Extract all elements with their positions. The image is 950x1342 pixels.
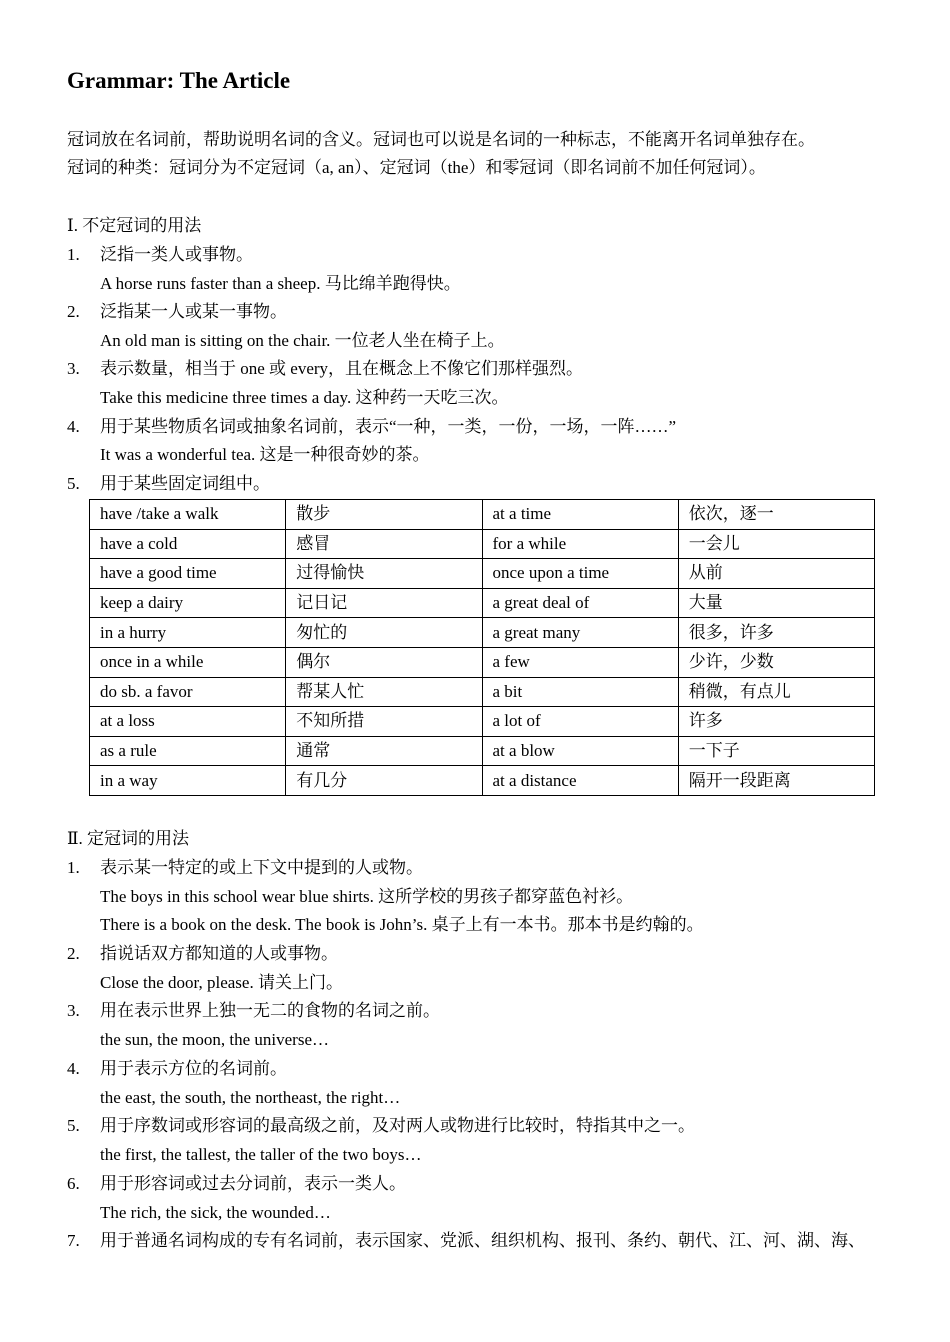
item-number: 1.	[67, 858, 80, 877]
section-2-item-6	[67, 1172, 406, 1196]
table-cell: a bit	[482, 677, 678, 707]
table-cell: 匆忙的	[286, 618, 482, 648]
table-cell: 偶尔	[286, 647, 482, 677]
section-2-item-2	[67, 942, 338, 966]
table-cell: at a distance	[482, 766, 678, 796]
item-number: 3.	[67, 359, 80, 378]
table-cell: 散步	[286, 500, 482, 530]
section-2-item-2-example: Close the door, please. 请关上门。	[100, 973, 343, 992]
section-2-item-4	[67, 1057, 287, 1081]
table-cell: do sb. a favor	[90, 677, 286, 707]
section-1-item-3	[67, 357, 583, 381]
item-number: 7.	[67, 1231, 80, 1250]
table-row	[90, 736, 875, 766]
table-cell: 少许，少数	[678, 647, 874, 677]
table-cell: at a loss	[90, 707, 286, 737]
item-number: 3.	[67, 1001, 80, 1020]
table-row	[90, 588, 875, 618]
table-cell: 通常	[286, 736, 482, 766]
table-cell: 帮某人忙	[286, 677, 482, 707]
table-cell: as a rule	[90, 736, 286, 766]
table-cell: a great deal of	[482, 588, 678, 618]
intro-paragraph-1: 冠词放在名词前，帮助说明名词的含义。冠词也可以说是名词的一种标志，不能离开名词单独存在。	[67, 130, 815, 149]
table-cell: 依次，逐一	[678, 500, 874, 530]
table-cell: 感冒	[286, 529, 482, 559]
section-1-item-1-example: A horse runs faster than a sheep. 马比绵羊跑得快。	[100, 274, 461, 293]
section-1-item-4-example: It was a wonderful tea. 这是一种很奇妙的茶。	[100, 445, 430, 464]
section-2-item-3	[67, 999, 440, 1023]
table-row	[90, 647, 875, 677]
section-2-item-1-example-1: The boys in this school wear blue shirts. 这所学校的男孩子都穿蓝色衬衫。	[100, 887, 634, 906]
table-cell: keep a dairy	[90, 588, 286, 618]
table-cell: 不知所措	[286, 707, 482, 737]
table-cell: 一下子	[678, 736, 874, 766]
table-cell: 许多	[678, 707, 874, 737]
table-cell: 过得愉快	[286, 559, 482, 589]
table-row	[90, 707, 875, 737]
table-cell: in a way	[90, 766, 286, 796]
table-row	[90, 500, 875, 530]
table-cell: at a time	[482, 500, 678, 530]
table-row	[90, 618, 875, 648]
table-cell: 大量	[678, 588, 874, 618]
intro-paragraph-2: 冠词的种类：冠词分为不定冠词（a, an）、定冠词（the）和零冠词（即名词前不加任何冠词）。	[67, 158, 766, 177]
item-text: 用于形容词或过去分词前，表示一类人。	[100, 1174, 406, 1193]
section-2-item-4-example: the east, the south, the northeast, the right…	[100, 1088, 401, 1107]
section-2-item-6-example: The rich, the sick, the wounded…	[100, 1203, 331, 1222]
table-cell: 有几分	[286, 766, 482, 796]
table-cell: for a while	[482, 529, 678, 559]
item-number: 1.	[67, 245, 80, 264]
table-cell: a few	[482, 647, 678, 677]
item-text: 泛指某一人或某一事物。	[100, 302, 287, 321]
item-text: 泛指一类人或事物。	[100, 245, 253, 264]
table-row	[90, 559, 875, 589]
table-cell: a lot of	[482, 707, 678, 737]
table-cell: 从前	[678, 559, 874, 589]
table-cell: 很多，许多	[678, 618, 874, 648]
item-number: 5.	[67, 474, 80, 493]
section-2-item-7	[67, 1229, 865, 1253]
table-cell: 稍微，有点儿	[678, 677, 874, 707]
table-cell: at a blow	[482, 736, 678, 766]
item-number: 4.	[67, 1059, 80, 1078]
section-1-heading: Ⅰ. 不定冠词的用法	[67, 216, 202, 235]
item-text: 表示数量，相当于 one 或 every，且在概念上不像它们那样强烈。	[100, 359, 584, 378]
table-cell: 记日记	[286, 588, 482, 618]
item-number: 4.	[67, 417, 80, 436]
item-number: 2.	[67, 944, 80, 963]
table-cell: have a cold	[90, 529, 286, 559]
item-number: 5.	[67, 1116, 80, 1135]
item-text: 用于普通名词构成的专有名词前，表示国家、党派、组织机构、报刊、条约、朝代、江、河、湖、海、	[100, 1231, 865, 1250]
table-cell: in a hurry	[90, 618, 286, 648]
section-2-item-1-example-2: There is a book on the desk. The book is John’s. 桌子上有一本书。那本书是约翰的。	[100, 915, 704, 934]
item-number: 6.	[67, 1174, 80, 1193]
fixed-phrases-table	[89, 499, 875, 796]
table-row	[90, 529, 875, 559]
table-cell: have a good time	[90, 559, 286, 589]
table-cell: once in a while	[90, 647, 286, 677]
section-2-item-5	[67, 1114, 695, 1138]
section-2-heading: Ⅱ. 定冠词的用法	[67, 829, 190, 848]
page-title: Grammar: The Article	[67, 68, 291, 93]
item-text: 用于某些物质名词或抽象名词前，表示“一种，一类，一份，一场，一阵……”	[100, 417, 677, 436]
section-2-item-1	[67, 856, 423, 880]
item-text: 表示某一特定的或上下文中提到的人或物。	[100, 858, 423, 877]
item-text: 用于某些固定词组中。	[100, 474, 270, 493]
section-1-item-4	[67, 415, 676, 439]
section-2-item-5-example: the first, the tallest, the taller of the two boys…	[100, 1145, 422, 1164]
table-cell: 隔开一段距离	[678, 766, 874, 796]
table-cell: a great many	[482, 618, 678, 648]
table-row	[90, 766, 875, 796]
section-2-item-3-example: the sun, the moon, the universe…	[100, 1030, 329, 1049]
item-text: 用于表示方位的名词前。	[100, 1059, 287, 1078]
table-cell: 一会儿	[678, 529, 874, 559]
table-row	[90, 677, 875, 707]
item-text: 用于序数词或形容词的最高级之前，及对两人或物进行比较时，特指其中之一。	[100, 1116, 695, 1135]
section-1-item-2	[67, 300, 287, 324]
table-cell: once upon a time	[482, 559, 678, 589]
section-1-item-2-example: An old man is sitting on the chair. 一位老人坐在椅子上。	[100, 331, 505, 350]
section-1-item-5	[67, 472, 270, 496]
table-cell: have /take a walk	[90, 500, 286, 530]
section-1-item-1	[67, 243, 253, 267]
item-text: 指说话双方都知道的人或事物。	[100, 944, 338, 963]
item-text: 用在表示世界上独一无二的食物的名词之前。	[100, 1001, 440, 1020]
section-1-item-3-example: Take this medicine three times a day. 这种药一天吃三次。	[100, 388, 509, 407]
item-number: 2.	[67, 302, 80, 321]
